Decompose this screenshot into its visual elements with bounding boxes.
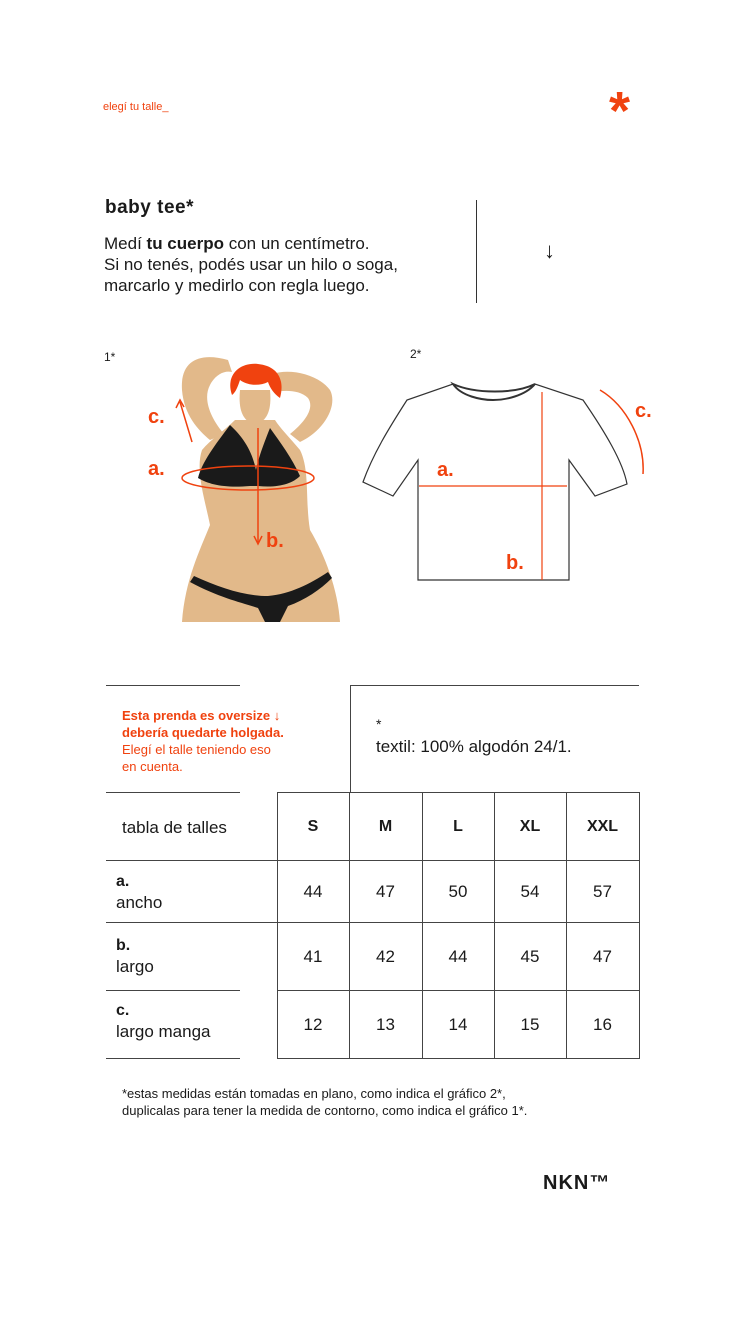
table-cell: 47	[376, 881, 395, 901]
table-line-h4-left	[106, 990, 240, 991]
size-table-title: tabla de talles	[122, 818, 227, 837]
table-cell: 47	[593, 946, 612, 966]
row-name: largo manga	[116, 1022, 211, 1041]
asterisk-logo-icon: *	[609, 81, 631, 141]
table-cell: 16	[593, 1014, 612, 1034]
tshirt-shape	[363, 384, 627, 580]
face-shape	[240, 390, 271, 424]
table-row-label	[116, 1000, 211, 1042]
table-line-v6	[639, 792, 640, 1058]
row-letter: a.	[116, 873, 130, 890]
product-title: baby tee*	[105, 197, 194, 218]
table-line-h5	[277, 1058, 640, 1059]
brand-logo: NKN™	[543, 1172, 611, 1194]
table-cell: 57	[593, 881, 612, 901]
table-cell: 50	[448, 881, 468, 901]
measurement-footnote	[122, 1085, 527, 1119]
size-header: XXL	[586, 817, 619, 835]
fig1-label-b: b.	[266, 530, 284, 552]
table-cell: 42	[376, 946, 395, 966]
footnote-line2: duplicalas para tener la medida de contorno, como indica el gráfico 1*.	[122, 1103, 528, 1118]
table-cell: 15	[520, 1014, 540, 1034]
fig2-label-c: c.	[635, 400, 652, 422]
oversize-line2: debería quedarte holgada.	[122, 725, 284, 740]
instr-line1-post: con un centímetro.	[223, 234, 370, 253]
instr-line2: Si no tenés, podés usar un hilo o soga,	[104, 255, 398, 274]
size-header: S	[307, 817, 319, 835]
table-row-label	[116, 935, 154, 977]
footnote-line1: *estas medidas están tomadas en plano, como indica el gráfico 2*,	[122, 1086, 506, 1101]
measure-instructions	[104, 233, 398, 296]
oversize-line3: Elegí el talle teniendo eso	[122, 742, 271, 757]
row-letter: c.	[116, 1002, 130, 1019]
figure-2-label: 2*	[410, 347, 422, 361]
tshirt-illustration	[355, 372, 670, 587]
fig2-label-b: b.	[506, 552, 524, 574]
oversize-line4: en cuenta.	[122, 759, 183, 774]
oversize-note	[122, 707, 284, 775]
instr-line1-pre: Medí	[104, 234, 147, 253]
info-divider	[350, 685, 351, 792]
row-letter: b.	[116, 937, 131, 954]
table-cell: 14	[448, 1014, 468, 1034]
vertical-divider	[476, 200, 477, 303]
left-arm-shape	[182, 357, 232, 440]
torso-shape	[182, 420, 340, 622]
fabric-composition: textil: 100% algodón 24/1.	[376, 737, 572, 756]
oversize-line1: Esta prenda es oversize ↓	[122, 708, 281, 723]
instr-line1-bold: tu cuerpo	[146, 234, 224, 253]
size-header: M	[378, 817, 393, 835]
info-top-line-left	[106, 685, 240, 686]
table-cell: 44	[303, 881, 323, 901]
section-tag: elegí tu talle_	[103, 101, 169, 113]
table-line-h1-left	[106, 792, 240, 793]
fig2-label-a: a.	[437, 459, 454, 481]
instr-line3: marcarlo y medirlo con regla luego.	[104, 276, 370, 295]
row-name: largo	[116, 957, 154, 976]
table-cell: 44	[448, 946, 468, 966]
fig1-label-a: a.	[148, 458, 165, 480]
info-top-line-right	[350, 685, 639, 686]
table-cell: 13	[376, 1014, 395, 1034]
table-cell: 45	[520, 946, 540, 966]
figure-1-label: 1*	[104, 350, 116, 364]
fig1-label-c: c.	[148, 406, 165, 428]
table-line-h5-left	[106, 1058, 240, 1059]
size-header: XL	[519, 817, 541, 835]
table-cell: 12	[303, 1014, 323, 1034]
row-name: ancho	[116, 893, 163, 912]
table-cell: 54	[520, 881, 540, 901]
body-illustration	[140, 350, 350, 625]
table-row-label	[116, 871, 162, 913]
table-cell: 41	[303, 946, 323, 966]
size-header: L	[453, 817, 463, 835]
down-arrow-icon: ↓	[544, 238, 555, 263]
textil-asterisk: *	[376, 716, 382, 732]
